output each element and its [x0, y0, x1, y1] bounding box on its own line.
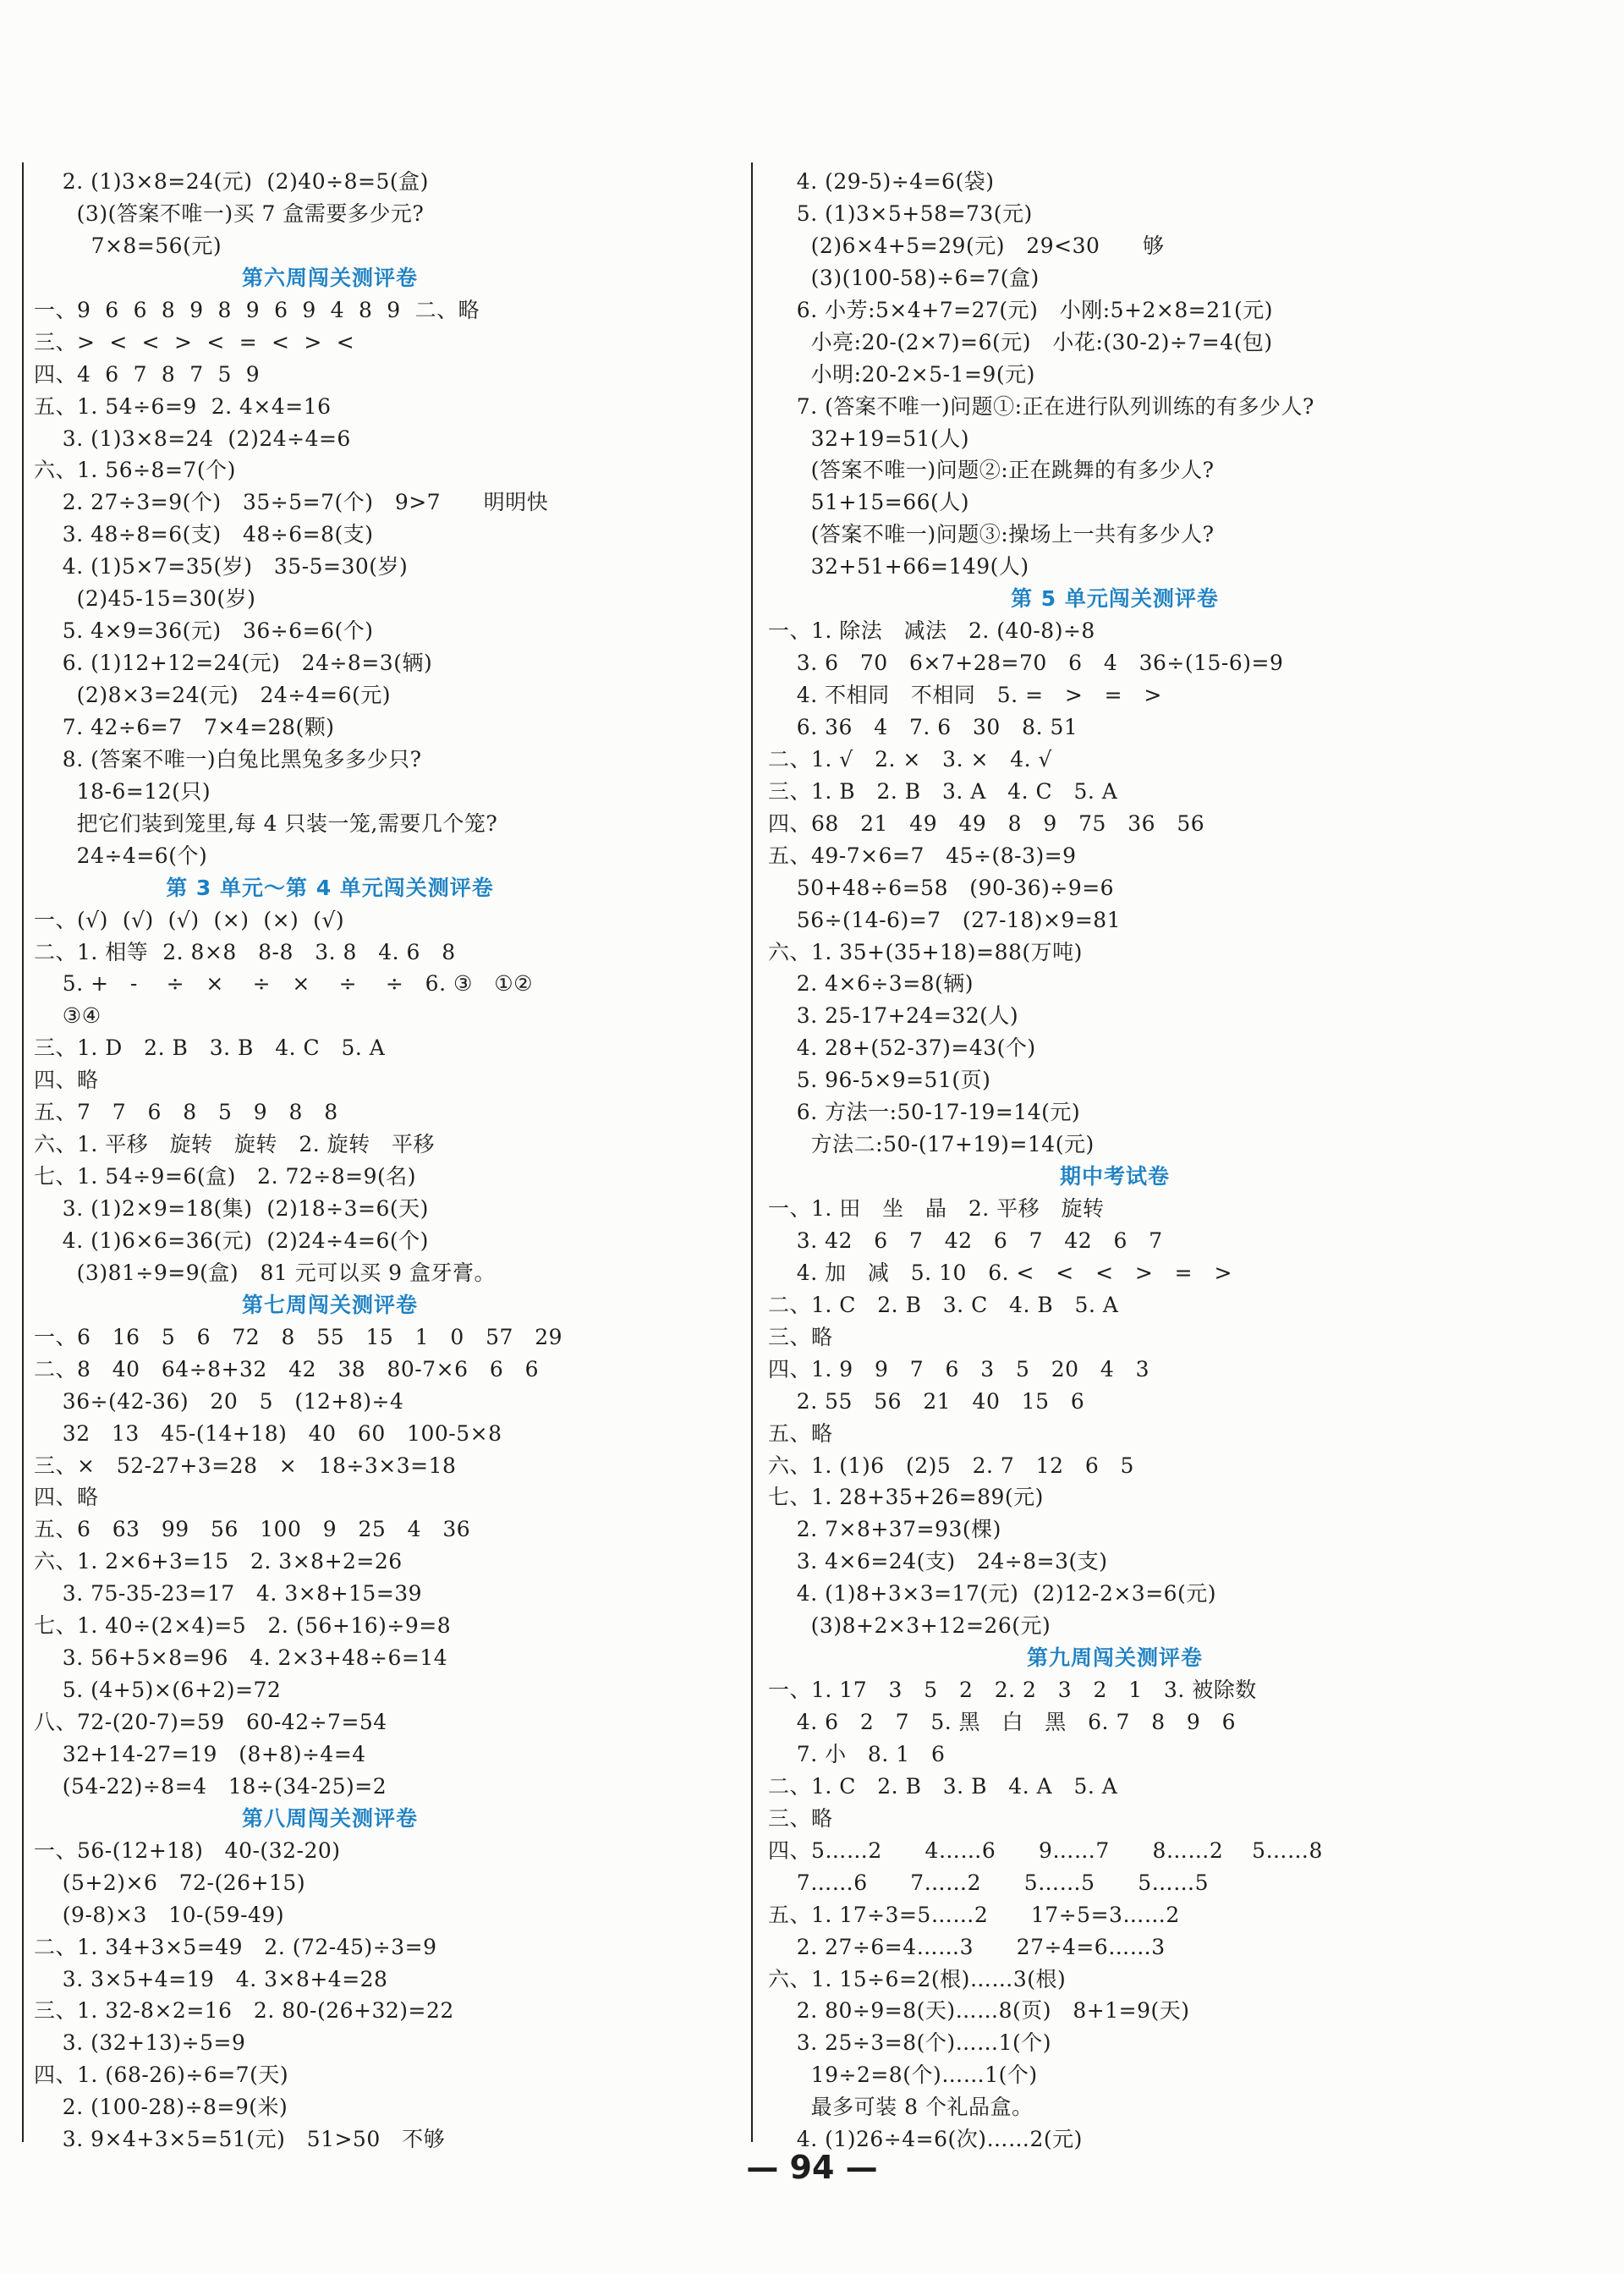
answer-line: 一、56-(12+18) 40-(32-20)	[34, 1837, 341, 1863]
answer-line: 一、9 6 6 8 9 8 9 6 9 4 8 9 二、略	[34, 297, 480, 322]
answer-line: 五、7 7 6 8 5 9 8 8	[34, 1100, 338, 1125]
answer-line: 4. (1)6×6=36(元) (2)24÷4=6(个)	[34, 1228, 429, 1253]
answer-line: 三、略	[768, 1805, 833, 1831]
answer-line: (5+2)×6 72-(26+15)	[34, 1870, 306, 1895]
answer-line: 4. (29-5)÷4=6(袋)	[768, 169, 995, 194]
answer-line: (54-22)÷8=4 18÷(34-25)=2	[34, 1773, 387, 1799]
answer-line: 六、1. 35+(35+18)=88(万吨)	[768, 939, 1083, 964]
answer-line: 八、72-(20-7)=59 60-42÷7=54	[34, 1710, 387, 1734]
left-column	[34, 166, 744, 2156]
answer-line: 4. 加 减 5. 10 6. < < < > = >	[768, 1260, 1232, 1285]
answer-line: 一、(√) (√) (√) (×) (×) (√)	[34, 907, 345, 932]
answer-line: 4. (1)5×7=35(岁) 35-5=30(岁)	[34, 554, 409, 579]
answer-line: 三、1. B 2. B 3. A 4. C 5. A	[768, 778, 1118, 804]
answer-line: 小亮:20-(2×7)=6(元) 小花:(30-2)÷7=4(包)	[768, 329, 1273, 354]
answer-line: 3. 42 6 7 42 6 7 42 6 7	[768, 1228, 1163, 1253]
answer-line: 3. 4×6=24(支) 24÷8=3(支)	[768, 1549, 1108, 1574]
answer-line: 三、略	[768, 1324, 833, 1349]
answer-line: 一、1. 除法 减法 2. (40-8)÷8	[768, 618, 1095, 644]
answer-line: 5. + - ÷ × ÷ × ÷ ÷ 6. ③ ①②	[34, 971, 534, 997]
answer-line: 六、1. 15÷6=2(根)……3(根)	[768, 1966, 1067, 1991]
answer-line: 小明:20-2×5-1=9(元)	[768, 361, 1035, 387]
answer-line: 四、68 21 49 49 8 9 75 36 56	[768, 810, 1205, 836]
answer-line: (3)8+2×3+12=26(元)	[768, 1613, 1051, 1639]
answer-line: 三、1. 32-8×2=16 2. 80-(26+32)=22	[34, 1998, 454, 2024]
answer-line: 3. 75-35-23=17 4. 3×8+15=39	[34, 1581, 423, 1607]
answer-line: 7……6 7……2 5……5 5……5	[768, 1870, 1210, 1895]
answer-line: (答案不唯一)问题③:操场上一共有多少人?	[768, 522, 1215, 547]
answer-line: 二、1. 相等 2. 8×8 8-8 3. 8 4. 6 8	[34, 939, 456, 964]
answer-line: 五、略	[768, 1420, 833, 1446]
answer-line: 一、6 16 5 6 72 8 55 15 1 0 57 29	[34, 1324, 563, 1349]
answer-line: ③④	[34, 1003, 102, 1029]
answer-line: 2. 7×8+37=93(棵)	[768, 1517, 1001, 1542]
answer-line: 6. (1)12+12=24(元) 24÷8=3(辆)	[34, 651, 433, 676]
answer-line: 方法二:50-(17+19)=14(元)	[768, 1132, 1095, 1157]
answer-line: 4. 不相同 不相同 5. = > = >	[768, 683, 1162, 707]
answer-line: 六、1. 平移 旋转 旋转 2. 旋转 平移	[34, 1132, 435, 1157]
answer-line: (3)(答案不唯一)买 7 盒需要多少元?	[34, 200, 425, 226]
answer-line: 3. 25-17+24=32(人)	[768, 1003, 1019, 1029]
answer-line: 56÷(14-6)=7 (27-18)×9=81	[768, 907, 1122, 932]
answer-line: 32+14-27=19 (8+8)÷4=4	[34, 1741, 366, 1766]
answer-line: 把它们装到笼里,每 4 只装一笼,需要几个笼?	[34, 810, 498, 836]
answer-line: 四、略	[34, 1068, 99, 1093]
answer-line: 3. 56+5×8=96 4. 2×3+48÷6=14	[34, 1645, 448, 1671]
answer-line: (3)(100-58)÷6=7(盒)	[768, 265, 1040, 290]
answer-line: 7. (答案不唯一)问题①:正在进行队列训练的有多少人?	[768, 393, 1314, 419]
answer-line: 五、49-7×6=7 45÷(8-3)=9	[768, 843, 1077, 868]
answer-line: (2)6×4+5=29(元) 29<30 够	[768, 233, 1165, 258]
answer-line: 4. 28+(52-37)=43(个)	[768, 1035, 1036, 1061]
answer-line: 4. (1)8+3×3=17(元) (2)12-2×3=6(元)	[768, 1581, 1217, 1607]
answer-line: 18-6=12(只)	[34, 778, 211, 804]
answer-line: 五、6 63 99 56 100 9 25 4 36	[34, 1517, 471, 1542]
answer-line: 7×8=56(元)	[34, 233, 222, 258]
section-heading: 第六周闯关测评卷	[241, 265, 418, 290]
answer-line: 4. (1)26÷4=6(次)……2(元)	[768, 2127, 1083, 2152]
answer-line: 51+15=66(人)	[768, 490, 970, 515]
answer-line: (9-8)×3 10-(59-49)	[34, 1902, 285, 1927]
answer-line: 6. 小芳:5×4+7=27(元) 小刚:5+2×8=21(元)	[768, 297, 1274, 322]
answer-line: 一、1. 田 坐 晶 2. 平移 旋转	[768, 1196, 1105, 1221]
answer-line: 6. 方法一:50-17-19=14(元)	[768, 1100, 1081, 1125]
answer-line: 六、1. (1)6 (2)5 2. 7 12 6 5	[768, 1453, 1134, 1478]
answer-line: 五、1. 17÷3=5……2 17÷5=3……2	[768, 1902, 1180, 1927]
answer-line: 2. 27÷6=4……3 27÷4=6……3	[768, 1934, 1166, 1959]
answer-line: 六、1. 2×6+3=15 2. 3×8+2=26	[34, 1549, 403, 1574]
answer-line: 七、1. 28+35+26=89(元)	[768, 1485, 1044, 1510]
answer-line: 最多可装 8 个礼品盒。	[768, 2095, 1034, 2120]
answer-line: 3. (1)2×9=18(集) (2)18÷3=6(天)	[34, 1196, 429, 1221]
answer-line: 四、5……2 4……6 9……7 8……2 5……8	[768, 1837, 1323, 1863]
answer-line: 二、1. 34+3×5=49 2. (72-45)÷3=9	[34, 1934, 437, 1959]
answer-line: 二、8 40 64÷8+32 42 38 80-7×6 6 6	[34, 1356, 539, 1381]
answer-line: 5. (1)3×5+58=73(元)	[768, 200, 1033, 226]
answer-line: 5. 4×9=36(元) 36÷6=6(个)	[34, 618, 374, 644]
answer-line: 3. 25÷3=8(个)……1(个)	[768, 2030, 1052, 2056]
section-heading: 第八周闯关测评卷	[241, 1805, 418, 1831]
answer-line: 3. (32+13)÷5=9	[34, 2030, 246, 2056]
answer-line: 2. (100-28)÷8=9(米)	[34, 2095, 288, 2120]
page-number: — 94 —	[746, 2149, 878, 2186]
answer-line: 7. 小 8. 1 6	[768, 1741, 946, 1766]
answer-line: 8. (答案不唯一)白兔比黑兔多多少只?	[34, 746, 422, 772]
answer-line: 32+19=51(人)	[768, 426, 970, 451]
section-heading: 第 3 单元～第 4 单元闯关测评卷	[166, 875, 494, 900]
answer-line: (3)81÷9=9(盒) 81 元可以买 9 盒牙膏。	[34, 1260, 497, 1285]
section-heading: 第 5 单元闯关测评卷	[1011, 586, 1219, 612]
answer-line: 36÷(42-36) 20 5 (12+8)÷4	[34, 1388, 404, 1414]
answer-line: (答案不唯一)问题②:正在跳舞的有多少人?	[768, 458, 1215, 483]
answer-line: 七、1. 54÷9=6(盒) 2. 72÷8=9(名)	[34, 1164, 416, 1189]
section-heading: 第九周闯关测评卷	[1026, 1645, 1203, 1671]
answer-line: 50+48÷6=58 (90-36)÷9=6	[768, 875, 1115, 900]
answer-line: 二、1. C 2. B 3. C 4. B 5. A	[768, 1292, 1119, 1317]
answer-line: (2)8×3=24(元) 24÷4=6(元)	[34, 683, 391, 707]
section-heading: 期中考试卷	[1059, 1164, 1170, 1189]
answer-line: 3. (1)3×8=24 (2)24÷4=6	[34, 426, 351, 451]
answer-line: 3. 9×4+3×5=51(元) 51>50 不够	[34, 2127, 446, 2152]
answer-line: 二、1. C 2. B 3. B 4. A 5. A	[768, 1773, 1118, 1799]
answer-line: 2. (1)3×8=24(元) (2)40÷8=5(盒)	[34, 169, 429, 194]
answer-line: 2. 80÷9=8(天)……8(页) 8+1=9(天)	[768, 1998, 1190, 2024]
answer-line: 六、1. 56÷8=7(个)	[34, 458, 236, 483]
answer-line: 三、× 52-27+3=28 × 18÷3×3=18	[34, 1453, 457, 1478]
answer-line: 四、4 6 7 8 7 5 9	[34, 361, 261, 387]
right-column	[768, 166, 1614, 2156]
answer-line: 4. 6 2 7 5. 黑 白 黑 6. 7 8 9 6	[768, 1710, 1237, 1734]
answer-line: 三、> < < > < = < > <	[34, 329, 355, 354]
answer-line: 32 13 45-(14+18) 40 60 100-5×8	[34, 1420, 502, 1446]
left-margin-rule	[22, 162, 24, 2142]
answer-line: 24÷4=6(个)	[34, 843, 208, 868]
answer-line: 19÷2=8(个)……1(个)	[768, 2063, 1038, 2088]
answer-line: 3. 48÷8=6(支) 48÷6=8(支)	[34, 522, 374, 547]
answer-line: 四、略	[34, 1485, 99, 1510]
column-divider-rule	[751, 162, 753, 2142]
answer-line: 七、1. 40÷(2×4)=5 2. (56+16)÷9=8	[34, 1613, 452, 1639]
answer-line: 五、1. 54÷6=9 2. 4×4=16	[34, 393, 332, 419]
answer-line: 2. 27÷3=9(个) 35÷5=7(个) 9>7 明明快	[34, 490, 549, 515]
answer-line: 三、1. D 2. B 3. B 4. C 5. A	[34, 1035, 386, 1061]
answer-line: 二、1. √ 2. × 3. × 4. √	[768, 746, 1052, 772]
answer-line: 四、1. (68-26)÷6=7(天)	[34, 2063, 289, 2088]
answer-line: 5. 96-5×9=51(页)	[768, 1068, 991, 1093]
answer-line: 2. 55 56 21 40 15 6	[768, 1388, 1085, 1414]
section-heading: 第七周闯关测评卷	[241, 1292, 418, 1317]
answer-line: 32+51+66=149(人)	[768, 554, 1029, 579]
answer-line: 3. 3×5+4=19 4. 3×8+4=28	[34, 1966, 388, 1991]
answer-line: 四、1. 9 9 7 6 3 5 20 4 3	[768, 1356, 1150, 1381]
answer-line: 5. (4+5)×(6+2)=72	[34, 1678, 282, 1703]
answer-line: 3. 6 70 6×7+28=70 6 4 36÷(15-6)=9	[768, 651, 1284, 676]
answer-line: 2. 4×6÷3=8(辆)	[768, 971, 974, 997]
answer-line: 7. 42÷6=7 7×4=28(颗)	[34, 714, 335, 739]
answer-line: 6. 36 4 7. 6 30 8. 51	[768, 714, 1078, 739]
answer-line: (2)45-15=30(岁)	[34, 586, 256, 612]
answer-line: 一、1. 17 3 5 2 2. 2 3 2 1 3. 被除数	[768, 1678, 1257, 1703]
